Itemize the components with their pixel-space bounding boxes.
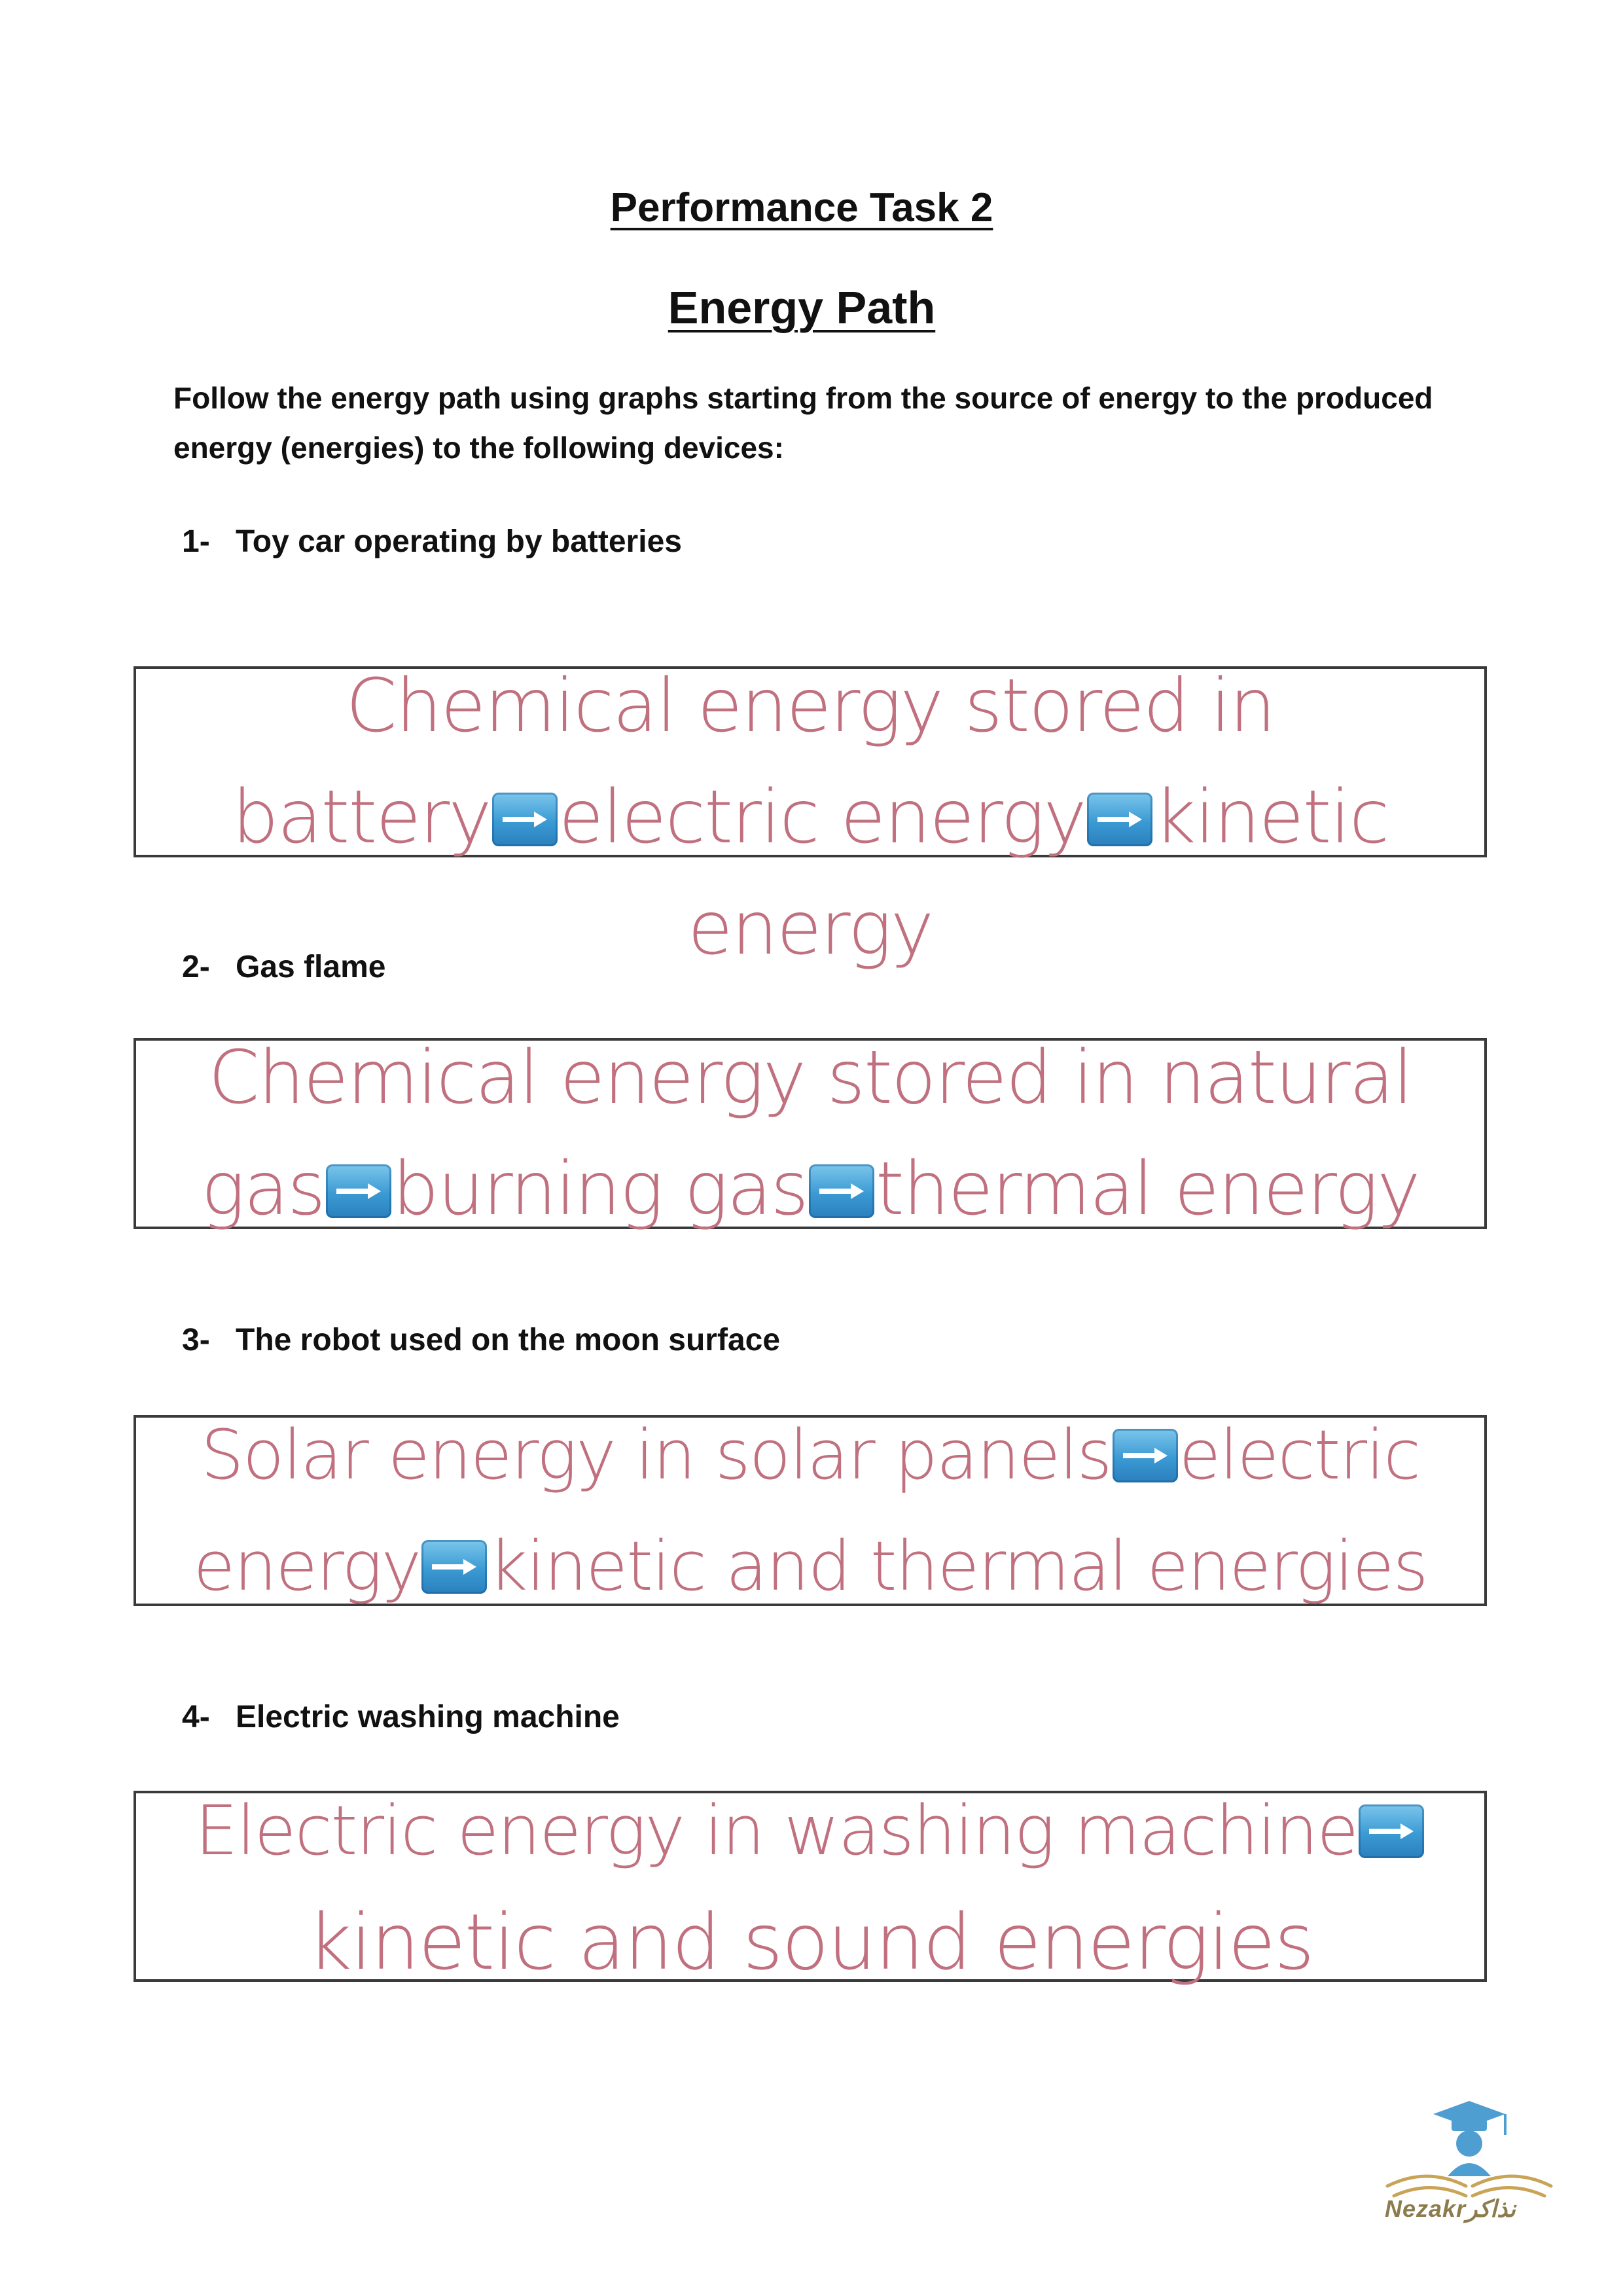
answer-segment: kinetic and sound energies [307,1897,1313,1987]
right-arrow-icon [809,1164,874,1218]
answer-segment: battery [232,775,491,860]
question-4 [182,1699,620,1735]
answer-segment: energy [193,1526,421,1606]
answer-segment: electric energy [558,775,1086,860]
question-label: Toy car operating by batteries [236,524,682,559]
answer-line: Chemical energy stored in natural [208,1035,1412,1121]
question-label: Gas flame [236,950,386,984]
instructions-text: Follow the energy path using graphs starting from the source of energy to the produced energy (energies) to the following devices: [173,381,1433,465]
answer-text [110,1775,1510,2001]
answer-box-3[interactable] [134,1415,1487,1606]
question-label: The robot used on the moon surface [236,1323,781,1357]
answer-box-4[interactable] [134,1791,1487,1987]
answer-segment: thermal energy [875,1147,1419,1232]
page-subtitle: Energy Path [668,282,936,333]
answer-line: Chemical energy stored in [346,664,1275,749]
right-arrow-icon [1113,1429,1178,1482]
answer-segment: kinetic and thermal energies [488,1526,1427,1606]
question-label: Electric washing machine [236,1700,620,1734]
answer-segment: gas [201,1147,325,1232]
right-arrow-icon [1087,793,1152,846]
question-number: 3- [182,1323,210,1357]
question-number: 1- [182,524,210,559]
question-number: 2- [182,950,210,984]
answer-segment: Solar energy in solar panels [200,1415,1111,1495]
right-arrow-icon [326,1164,391,1218]
question-number: 4- [182,1700,210,1734]
watermark-text: Nezakrنذاكر [1385,2195,1516,2222]
answer-segment: kinetic energy [687,775,1389,971]
answer-segment: burning gas [392,1147,808,1232]
answer-segment: Electric energy in washing machine [194,1791,1358,1871]
question-1 [182,524,682,560]
answer-text [110,1022,1510,1245]
answer-segment: electric [1179,1415,1420,1495]
right-arrow-icon [492,793,558,846]
question-2 [182,949,385,985]
right-arrow-icon [1359,1804,1424,1858]
answer-text [110,651,1510,984]
answer-box-2[interactable] [134,1035,1487,1232]
right-arrow-icon [421,1540,487,1594]
answer-text [110,1399,1510,1622]
question-3 [182,1322,780,1358]
page-title: Performance Task 2 [610,185,993,230]
